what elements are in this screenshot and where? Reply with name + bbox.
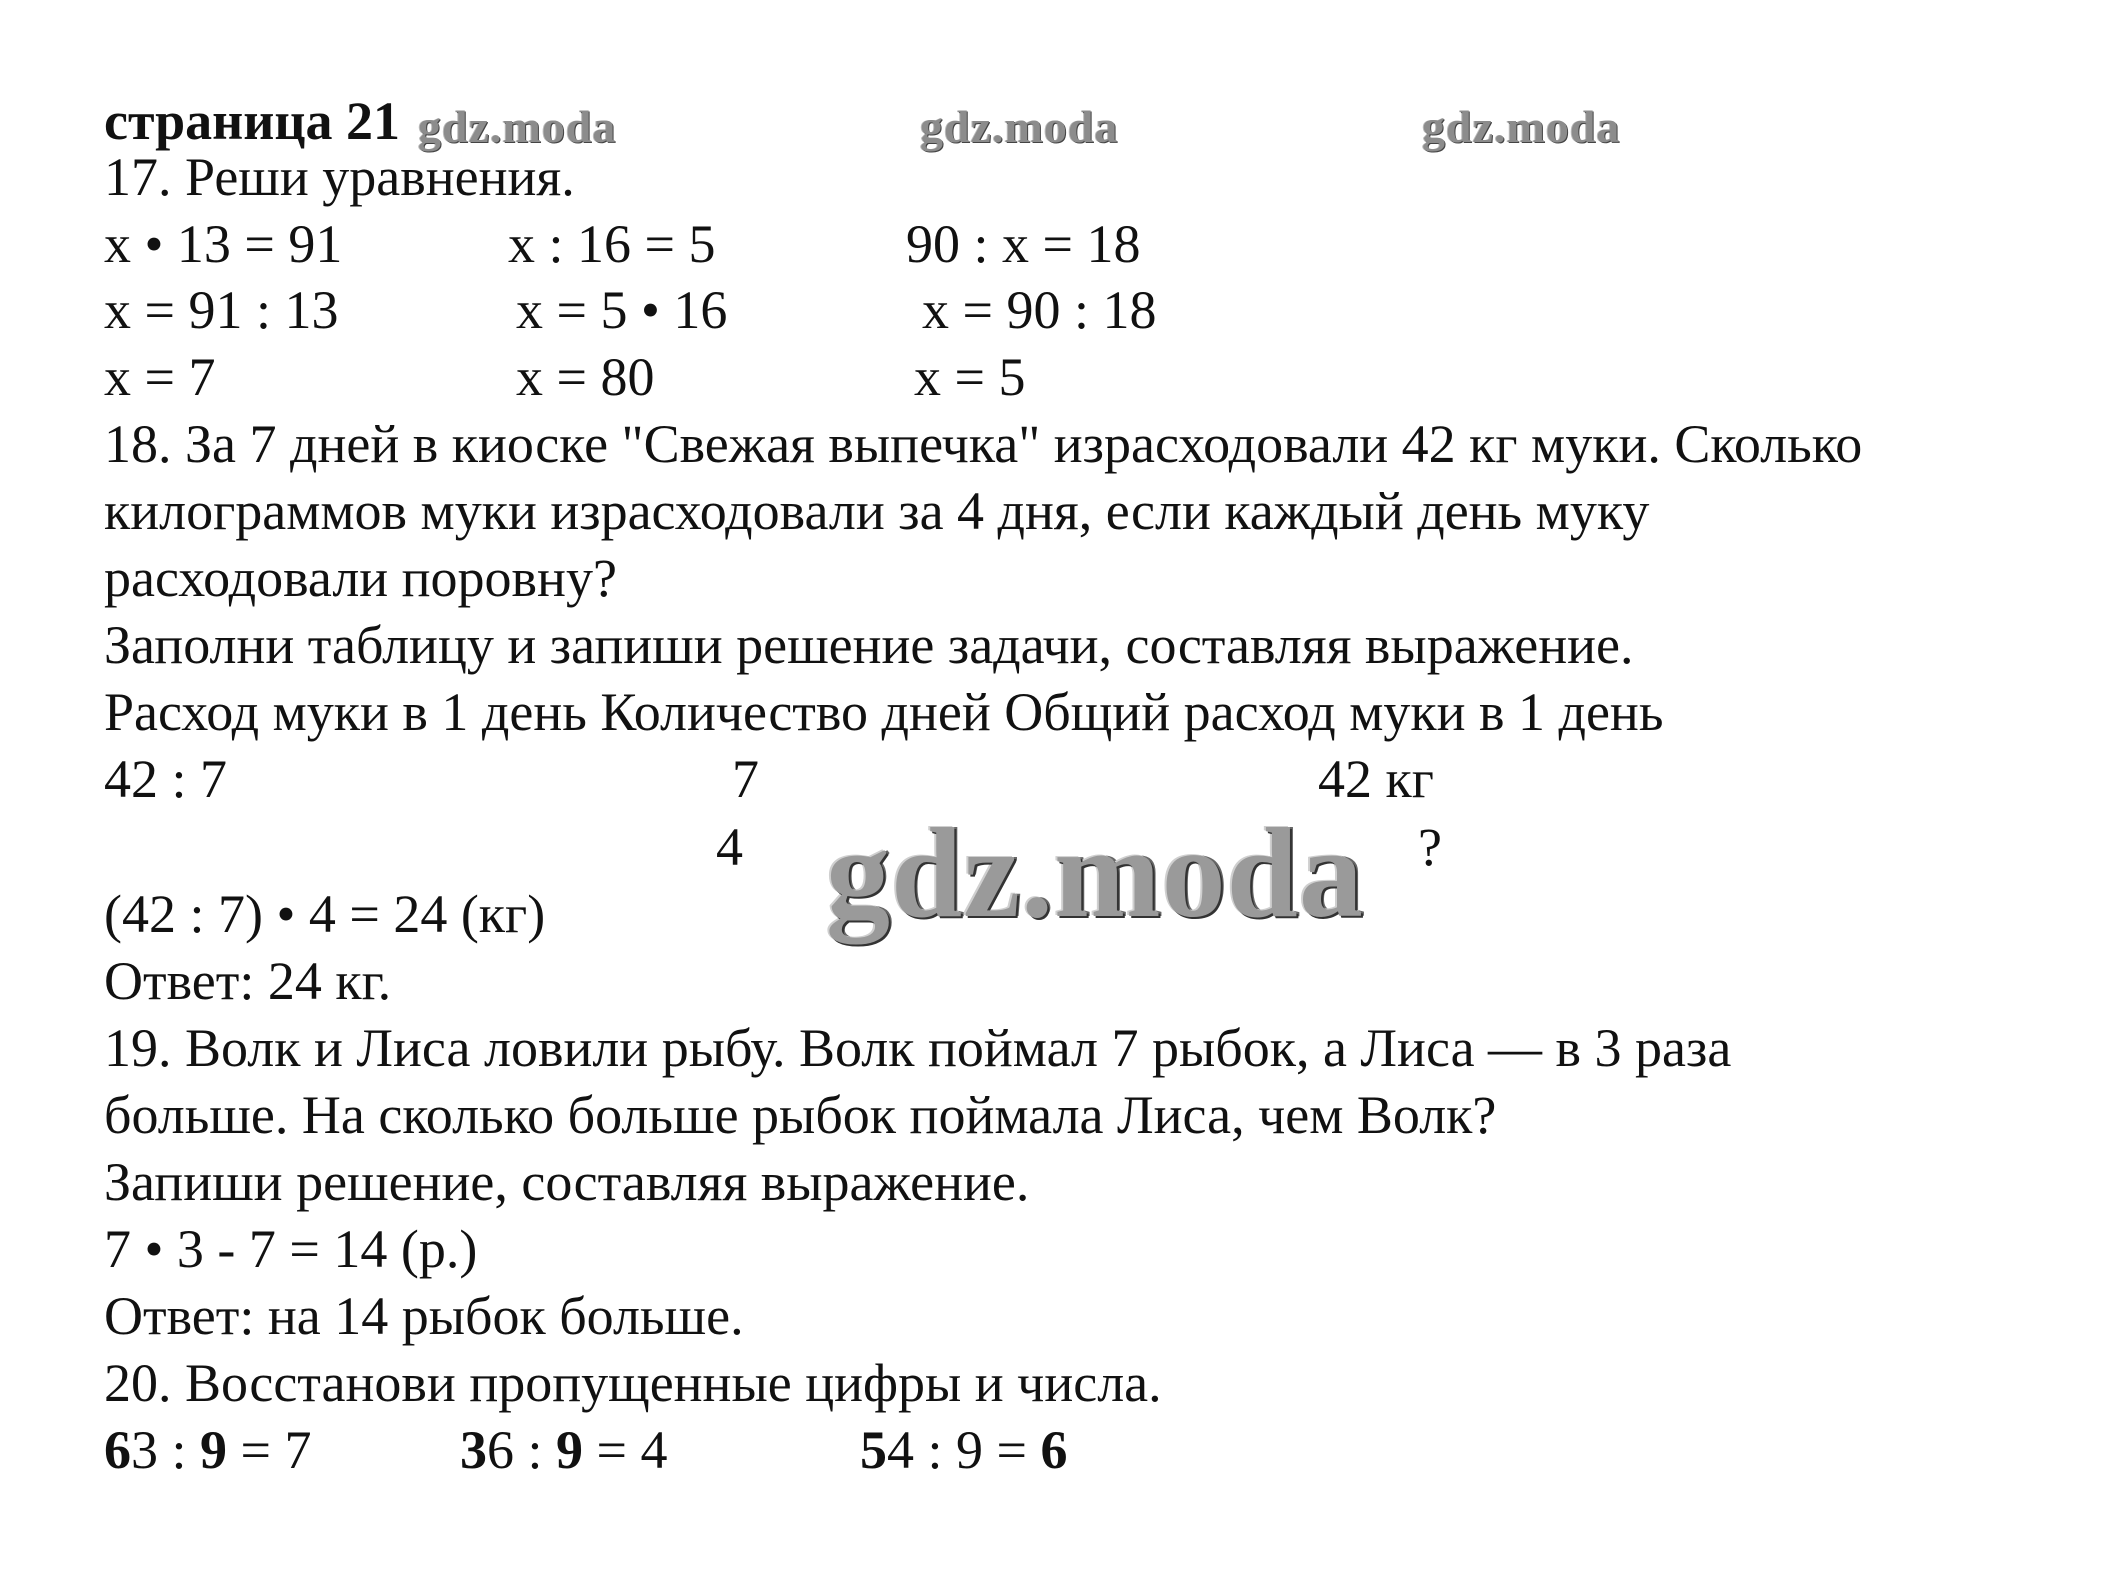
restored-digit: 9: [556, 1420, 584, 1480]
equation: 63 : 9 = 7: [104, 1420, 312, 1480]
restored-digit: 5: [860, 1420, 887, 1480]
watermark: gdz.moda: [920, 101, 1119, 152]
restored-digit: 6: [1040, 1420, 1068, 1480]
equation: 54 : 9 = 6: [860, 1420, 1068, 1480]
equation: x : 16 = 5: [508, 214, 716, 274]
task19-text: больше. На сколько больше рыбок поймала Лиса, чем Волк?: [104, 1085, 1497, 1145]
task20-heading: 20. Восстанови пропущенные цифры и числа.: [104, 1353, 1162, 1413]
equation: x = 5 • 16: [516, 280, 728, 340]
task18-text: 18. За 7 дней в киоске "Свежая выпечка" израсходовали 42 кг муки. Сколько: [104, 414, 1863, 474]
page-title: страница 21: [104, 91, 401, 151]
watermark: gdz.moda: [826, 802, 1364, 944]
table-header: Расход муки в 1 день Количество дней Общий расход муки в 1 день: [104, 682, 1664, 742]
table-cell: 42 : 7: [104, 749, 228, 809]
equation: x = 90 : 18: [922, 280, 1157, 340]
equation: x = 91 : 13: [104, 280, 339, 340]
table-cell: 4: [716, 817, 743, 877]
task18-text: килограммов муки израсходовали за 4 дня, если каждый день муку: [104, 481, 1650, 541]
task18-instruction: Заполни таблицу и запиши решение задачи, составляя выражение.: [104, 615, 1634, 675]
table-cell: 7: [732, 749, 759, 809]
watermark: gdz.moda: [1422, 101, 1621, 152]
restored-digit: 3: [460, 1420, 487, 1480]
restored-digit: 9: [200, 1420, 228, 1480]
task19-text: 19. Волк и Лиса ловили рыбу. Волк поймал 7 рыбок, а Лиса — в 3 раза: [104, 1018, 1732, 1078]
equation: x = 7: [104, 347, 216, 407]
task19-instruction: Запиши решение, составляя выражение.: [104, 1152, 1030, 1212]
equation: 36 : 9 = 4: [460, 1420, 668, 1480]
watermark: gdz.moda: [418, 101, 617, 152]
task18-solution: (42 : 7) • 4 = 24 (кг): [104, 884, 546, 944]
equation: 90 : x = 18: [906, 214, 1141, 274]
table-cell: ?: [1418, 817, 1442, 877]
equation: x • 13 = 91: [104, 214, 343, 274]
equation: x = 5: [914, 347, 1026, 407]
task18-text: расходовали поровну?: [104, 548, 617, 608]
task19-answer: Ответ: на 14 рыбок больше.: [104, 1286, 744, 1346]
task18-answer: Ответ: 24 кг.: [104, 951, 392, 1011]
equation: x = 80: [516, 347, 655, 407]
task17-heading: 17. Реши уравнения.: [104, 147, 575, 207]
restored-digit: 6: [104, 1420, 131, 1480]
task19-solution: 7 • 3 - 7 = 14 (р.): [104, 1219, 478, 1279]
table-cell: 42 кг: [1318, 749, 1434, 809]
